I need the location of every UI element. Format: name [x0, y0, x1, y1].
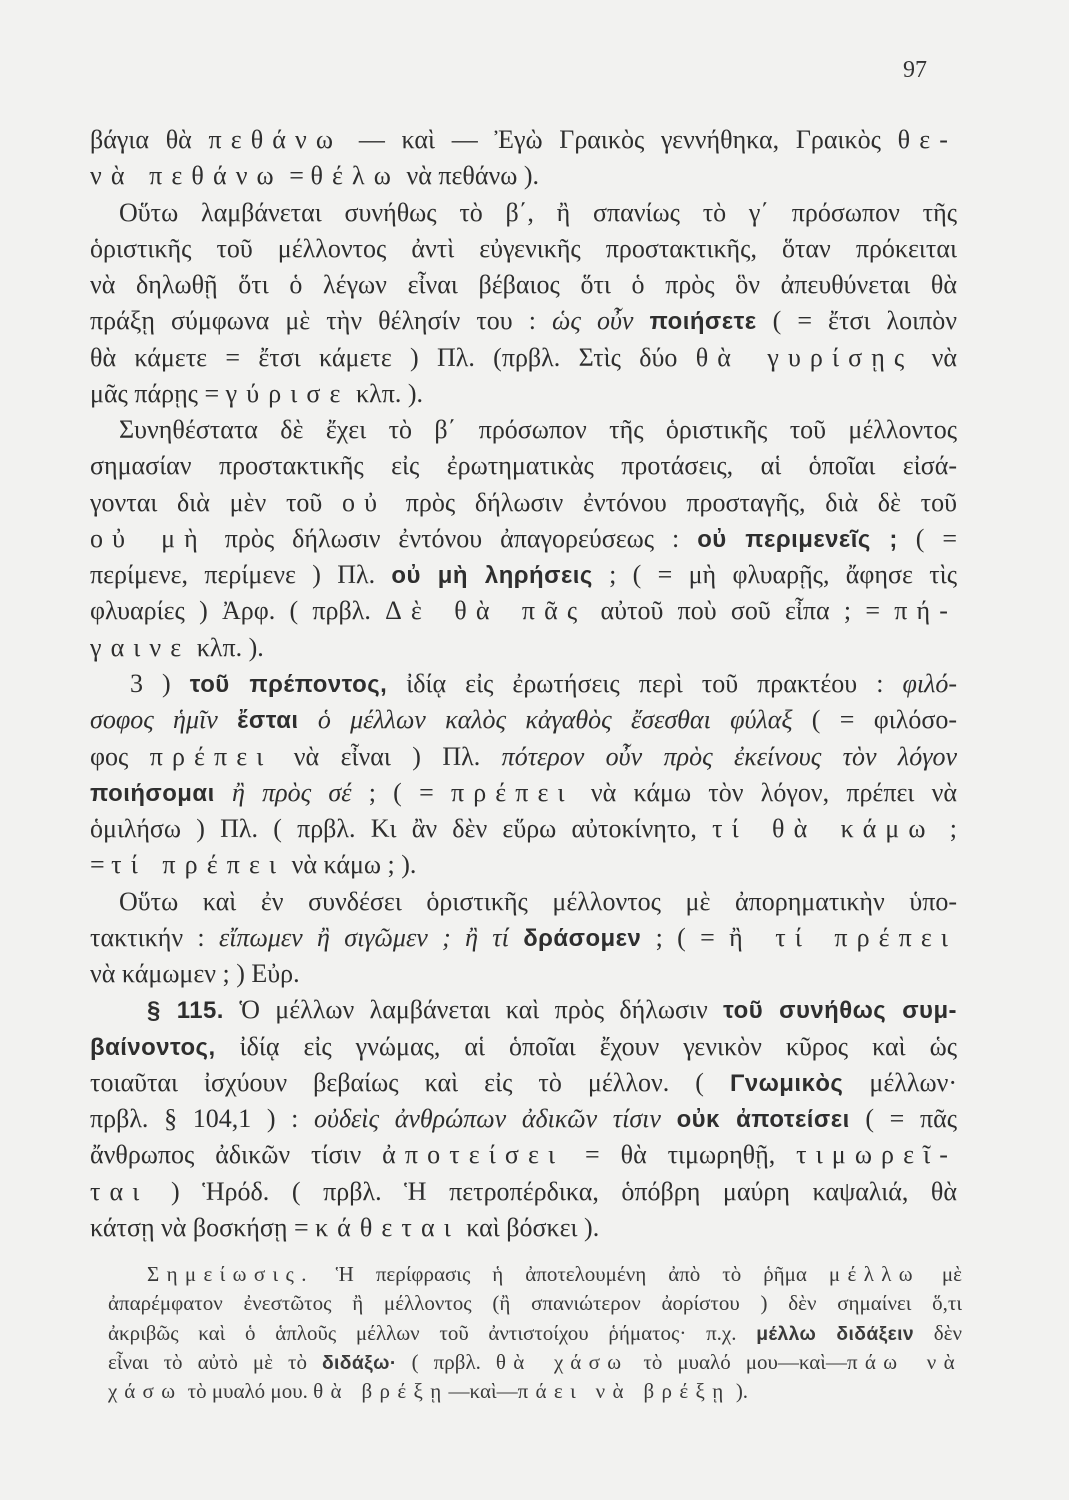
text-line: [90, 847, 957, 883]
text-run: Συνηθέστατα δὲ ἔχει τὸ β΄ πρόσωπον τῆς ὁριστικῆς τοῦ μέλλοντος: [119, 415, 957, 445]
text-line: [90, 122, 957, 158]
page-number: 97: [903, 57, 927, 83]
italic-text: φιλό-: [902, 668, 957, 698]
text-line: [90, 376, 957, 412]
text-run: νὰ κάμω τὸν λόγον, πρέπει νὰ: [573, 777, 957, 807]
text-line: [90, 412, 957, 448]
text-run: ἰδίᾳ εἰς γνώμας, αἱ ὁποῖαι ἔχουν γενικὸν κῦρος καὶ ὡς: [215, 1031, 957, 1061]
text-run: αὐτοῦ ποὺ σοῦ εἶπα ; =: [586, 596, 895, 626]
italic-text: ἢ πρὸς σέ: [214, 777, 352, 807]
text-run: — καὶ — Ἐγὼ Γραικὸς γεννήθηκα, Γραικὸς: [342, 125, 898, 154]
text-run: Οὕτω καὶ ἐν συνδέσει ὁριστικῆς μέλλοντος μὲ ἀπορηματικὴν ὑπο-: [119, 886, 957, 916]
text-run: μᾶς πάρῃς =: [90, 378, 226, 408]
text-line: [108, 1260, 962, 1289]
bold-text: βαίνοντος,: [90, 1033, 216, 1061]
text-run: δὲν: [914, 1320, 962, 1345]
text-run: ; ( =: [641, 922, 730, 952]
spaced-text: γύρισε: [225, 378, 350, 408]
text-line: [108, 1319, 962, 1348]
text-line: [108, 1377, 962, 1406]
bold-text: δράσομεν: [523, 924, 642, 952]
spaced-text: Δὲ θὰ πᾶς: [385, 596, 587, 626]
text-line: [90, 340, 957, 376]
italic-text: ὡς οὖν: [552, 306, 650, 336]
text-run: γονται διὰ μὲν τοῦ: [90, 487, 342, 517]
text-run: Ὁ μέλλων λαμβάνεται καὶ πρὸς δήλωσιν: [223, 995, 724, 1025]
paragraph: [90, 992, 957, 1246]
italic-text: σοφος ἡμῖν: [90, 705, 238, 735]
text-run: μέλλων·: [843, 1067, 957, 1097]
text-line: [90, 195, 957, 231]
bold-text: ποιήσομαι: [90, 779, 215, 807]
text-line: [90, 158, 957, 194]
text-line: [90, 630, 957, 666]
text-line: [90, 956, 957, 992]
spaced-text: θὰ γυρίσῃς: [695, 342, 914, 372]
spaced-text: πάει νὰ βρέξῃ: [517, 1379, 731, 1403]
text-run: ( = φιλόσο-: [792, 705, 957, 735]
italic-text: οὐδεὶς ἀνθρώπων ἀδικῶν τίσιν: [314, 1104, 677, 1134]
bold-text: Γνωμικὸς: [730, 1069, 844, 1097]
spaced-text: θε-: [897, 125, 957, 154]
text-run: ).: [730, 1379, 749, 1403]
text-line: [90, 775, 957, 811]
spaced-text: ἀποτείσει: [382, 1140, 565, 1170]
text-run: =: [90, 850, 112, 880]
text-run: μὲ: [919, 1262, 962, 1286]
text-line: [90, 1101, 957, 1137]
spaced-text: θὰ χάσω: [495, 1349, 629, 1374]
text-run: ( = πᾶς: [849, 1104, 957, 1134]
spaced-text: νὰ πεθάνω: [90, 161, 283, 191]
text-line: [90, 920, 957, 956]
spaced-text: πρέπει: [450, 777, 574, 807]
bold-text: τοῦ πρέποντος,: [189, 670, 388, 698]
bold-text: οὐ μὴ ληρήσεις: [391, 562, 593, 590]
bold-text: οὐ περιμενεῖς ;: [697, 525, 898, 553]
text-run: φος: [90, 741, 150, 771]
text-run: ( = ἔτσι λοιπὸν: [756, 306, 957, 336]
spaced-text: πεθάνω: [208, 125, 343, 154]
text-run: πράξῃ σύμφωνα μὲ τὴν θέλησίν του :: [90, 306, 552, 336]
text-line: [90, 557, 957, 593]
text-line: [90, 485, 957, 521]
text-run: καὶ βόσκει ).: [459, 1212, 600, 1242]
spaced-text: πή-: [894, 596, 957, 626]
text-run: —καὶ—: [448, 1379, 518, 1403]
text-run: τακτικήν :: [90, 922, 219, 952]
paragraph: [90, 122, 957, 195]
note-block: [108, 1260, 962, 1406]
text-run: εἶναι τὸ αὐτὸ μὲ τὸ: [108, 1349, 322, 1374]
spaced-text: ται: [90, 1176, 149, 1206]
text-run: κλπ. ).: [349, 378, 424, 408]
text-line: [90, 884, 957, 920]
spaced-text: θέλω: [310, 161, 400, 191]
text-run: νὰ κάμω ; ).: [285, 850, 417, 880]
text-run: κάτσῃ νὰ βοσκήσῃ =: [90, 1212, 316, 1242]
text-run: 3 ): [130, 668, 190, 698]
paragraph: [90, 666, 957, 884]
spaced-text: Σημείωσις.: [147, 1262, 314, 1286]
text-run: ; ( =: [351, 777, 451, 807]
text-run: νὰ πεθάνω ).: [399, 161, 539, 191]
spaced-text: πρέπει: [149, 741, 273, 771]
text-run: πρὸς δήλωσιν ἐντόνου προσταγῆς, διὰ δὲ τοῦ: [386, 487, 957, 517]
spaced-text: μέλλω: [828, 1262, 920, 1286]
spaced-text: θὰ βρέξῃ: [313, 1379, 449, 1403]
text-run: ;: [934, 814, 957, 844]
text-line: [90, 593, 957, 629]
text-line: [90, 303, 957, 339]
bold-text: διδάξω·: [321, 1352, 397, 1374]
text-run: ἰδίᾳ εἰς ἐρωτήσεις περὶ τοῦ πρακτέου :: [387, 668, 903, 698]
text-line: [90, 267, 957, 303]
spaced-text: τί πρέπει: [111, 850, 286, 880]
paragraph: [90, 884, 957, 993]
spaced-text: χάσω: [108, 1379, 183, 1403]
paragraph: [90, 412, 957, 666]
bold-text: μέλλω διδάξειν: [756, 1323, 915, 1345]
spaced-text: τιμωρεῖ-: [796, 1140, 957, 1170]
note-paragraph: [108, 1260, 962, 1406]
paragraph: [90, 195, 957, 413]
text-run: τοιαῦται ἰσχύουν βεβαίως καὶ εἰς τὸ μέλλον. (: [90, 1067, 731, 1097]
text-line: [90, 1210, 957, 1246]
spaced-text: ἢ τί πρέπει: [729, 922, 957, 952]
text-line: [108, 1289, 962, 1318]
spaced-text: κάθεται: [315, 1212, 460, 1242]
italic-text: εἴπωμεν ἢ σιγῶμεν ; ἢ τί: [218, 922, 524, 952]
text-line: [90, 1174, 957, 1210]
text-run: νὰ εἶναι ) Πλ.: [272, 741, 502, 771]
text-run: ἀκριβῶς καὶ ὁ ἁπλοῦς μέλλων τοῦ ἀντιστοίχου ῥήματος· π.χ.: [108, 1320, 757, 1345]
bold-text: οὐκ ἀποτείσει: [676, 1106, 850, 1134]
text-run: κλπ. ).: [190, 632, 264, 662]
text-run: ( πρβλ.: [396, 1349, 496, 1374]
text-run: = θὰ τιμωρηθῇ,: [564, 1140, 797, 1170]
text-run: βάγια θὰ: [90, 125, 209, 154]
text-run: ἀπαρέμφατον ἐνεστῶτος ἢ μέλλοντος (ἢ σπανιώτερον ἀορίστου ) δὲν σημαίνει ὅ,τι: [108, 1291, 962, 1316]
text-line: [90, 739, 957, 775]
text-run: =: [282, 161, 311, 191]
spaced-text: γαινε: [90, 632, 191, 662]
text-run: φλυαρίες ) Ἀρφ. ( πρβλ.: [90, 596, 386, 626]
text-run: πρβλ. § 104,1 ) :: [90, 1104, 315, 1134]
bold-text: ἔσται: [237, 707, 299, 735]
spaced-text: πάω νὰ: [846, 1349, 962, 1374]
text-run: τὸ μυαλό μου.: [182, 1379, 314, 1403]
text-run: ( =: [897, 523, 957, 553]
text-run: θὰ κάμετε = ἔτσι κάμετε ) Πλ. (πρβλ. Στὶς δύο: [90, 342, 696, 372]
text-run: νὰ δηλωθῇ ὅτι ὁ λέγων εἶναι βέβαιος ὅτι ὁ πρὸς ὃν ἀπευθύνεται θὰ: [90, 270, 957, 300]
text-line: [90, 1065, 957, 1101]
bold-text: τοῦ συνήθως συμ-: [723, 997, 957, 1025]
spaced-text: οὐ: [341, 487, 387, 517]
text-line: [90, 811, 957, 847]
bold-text: ποιήσετε: [649, 308, 757, 336]
text-line: [90, 448, 957, 484]
main-text: [90, 122, 957, 1246]
text-run: Ἡ περίφρασις ἡ ἀποτελουμένη ἀπὸ τὸ ῥῆμα: [313, 1262, 829, 1286]
text-line: [90, 666, 957, 702]
text-line: [90, 231, 957, 267]
text-run: νὰ: [913, 342, 957, 372]
text-run: τὸ μυαλό μου—καὶ—: [628, 1349, 847, 1374]
text-line: [90, 992, 957, 1028]
text-run: νὰ κάμωμεν ; ) Εὐρ.: [90, 959, 300, 989]
text-line: [90, 521, 957, 557]
text-line: [108, 1348, 962, 1377]
text-run: ; ( = μὴ φλυαρῇς, ἄφησε τὶς: [592, 560, 957, 590]
text-line: [90, 1137, 957, 1173]
text-line: [90, 1029, 957, 1065]
text-run: ὁμιλήσω ) Πλ. ( πρβλ. Κι ἂν δὲν εὕρω αὐτοκίνητο,: [90, 814, 713, 844]
spaced-text: οὐ μὴ: [90, 523, 207, 553]
italic-text: ὁ μέλλων καλὸς κἀγαθὸς ἔσεσθαι φύλαξ: [298, 705, 793, 735]
spaced-text: τί θὰ κάμω: [712, 814, 935, 844]
italic-text: πότερον οὖν πρὸς ἐκείνους τὸν λόγον: [501, 741, 957, 771]
text-run: ὁριστικῆς τοῦ μέλλοντος ἀντὶ εὐγενικῆς προστακτικῆς, ὅταν πρόκειται: [90, 233, 957, 263]
text-run: περίμενε, περίμενε ) Πλ.: [90, 560, 392, 590]
text-run: ἄνθρωπος ἀδικῶν τίσιν: [90, 1140, 383, 1170]
bold-text: § 115.: [147, 997, 224, 1025]
text-run: Οὕτω λαμβάνεται συνήθως τὸ β΄, ἢ σπανίως τὸ γ΄ πρόσωπον τῆς: [119, 197, 957, 227]
text-run: ) Ἡρόδ. ( πρβλ. Ἡ πετροπέρδικα, ὁπόβρη μαύρη καψαλιά, θὰ: [148, 1176, 957, 1206]
text-run: πρὸς δήλωσιν ἐντόνου ἀπαγορεύσεως :: [206, 523, 698, 553]
text-line: [90, 702, 957, 738]
text-run: σημασίαν προστακτικῆς εἰς ἐρωτηματικὰς προτάσεις, αἱ ὁποῖαι εἰσά-: [90, 451, 957, 481]
